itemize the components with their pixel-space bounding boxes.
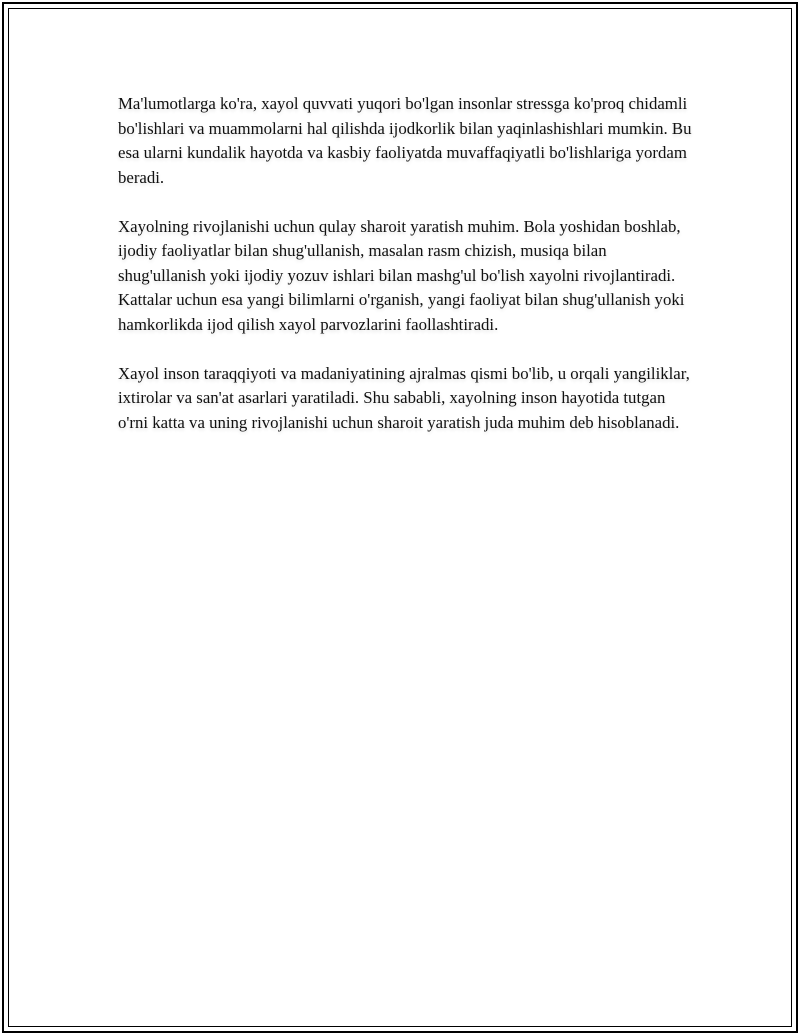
paragraph-3: Xayol inson taraqqiyoti va madaniyatining ajralmas qismi bo'lib, u orqali yangiliklar, ixtirolar va san'at asarlari yaratiladi. Shu sababli, xayolning inson hayotida tutgan o'rni katta va uning rivojlanishi uchun sharoit yaratish juda muhim deb hisoblanadi. (118, 363, 690, 432)
paragraph-1: Ma'lumotlarga ko'ra, xayol quvvati yuqori bo'lgan insonlar stressga ko'proq chidamli bo'lishlari va muammolarni hal qilishda ijodkorlik bilan yaqinlashishlari mumkin. Bu esa ularni kundalik hayotda va kasbiy faoliyatda muvaffaqiyatli bo'lishlariga yordam beradi. (118, 94, 692, 187)
document-body (118, 92, 698, 460)
paragraph-2: Xayolning rivojlanishi uchun qulay sharoit yaratish muhim. Bola yoshidan boshlab, ijodiy faoliyatlar bilan shug'ullanish, masalan rasm chizish, musiqa bilan shug'ullanish yoki ijodiy yozuv ishlari bilan mashg'ul bo'lish xayolni rivojlantiradi. Kattalar uchun esa yangi bilimlarni o'rganish, yangi faoliyat bilan shug'ullanish yoki hamkorlikda ijod qilish xayol parvozlarini faollashtiradi. (118, 216, 685, 334)
